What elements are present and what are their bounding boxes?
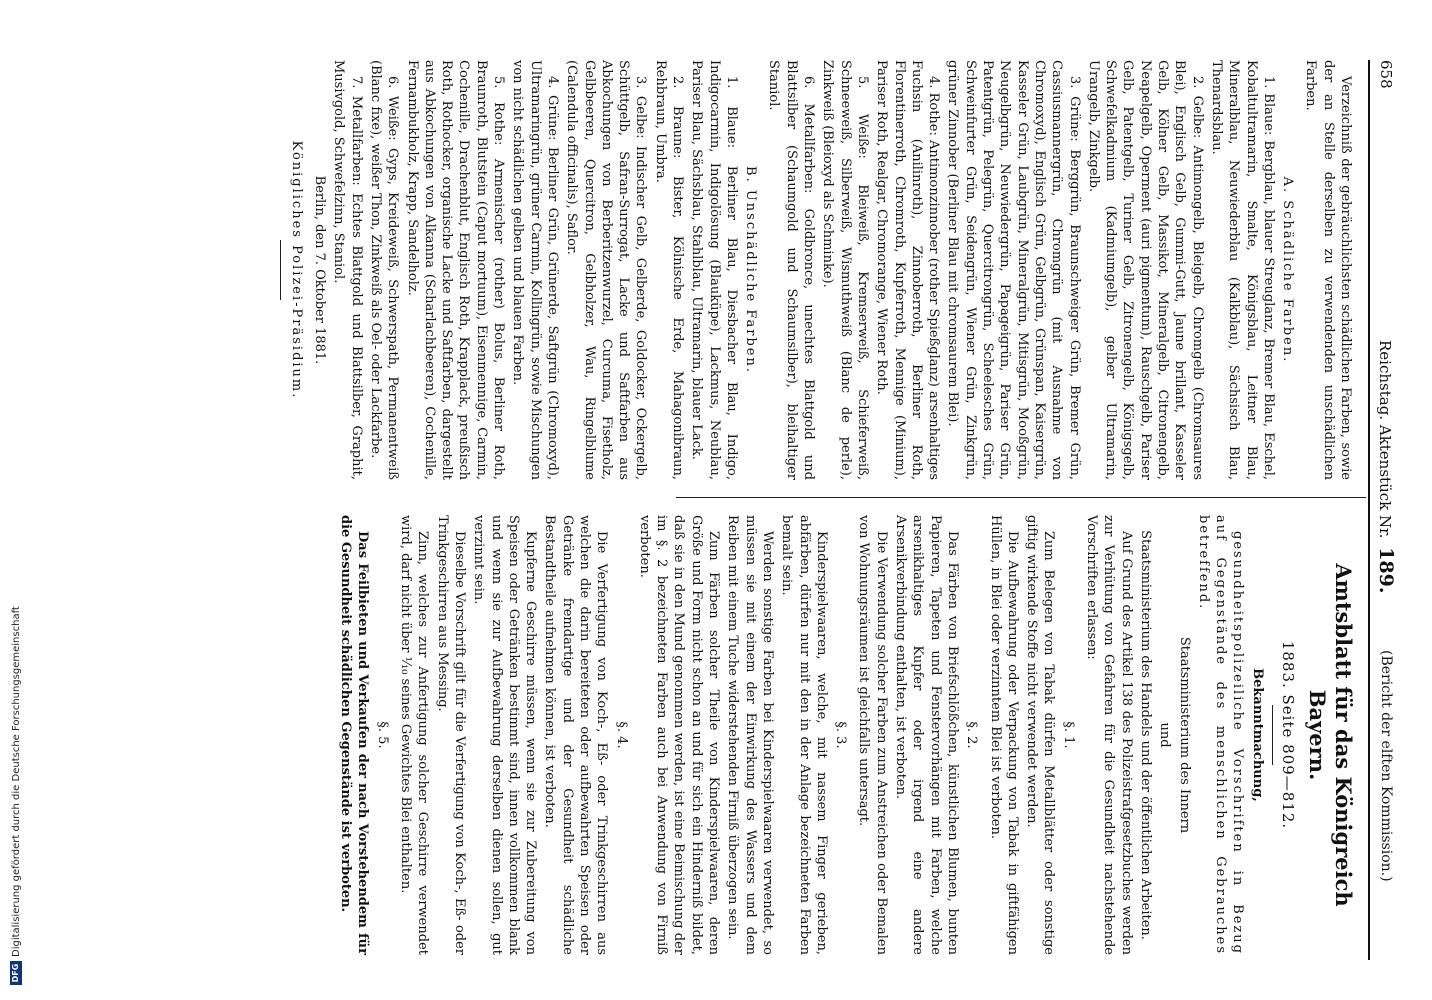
harmful-red: 4. Rothe: Antimonzinnober (rother Spießglanz) arsenhaltiges Fuchsin (Anilinroth), Zinnoberroth, Berliner Roth, Florentinerroth, Chromroth, Kupferroth, Mennige (Minium), Pariser Roth, Realgar, Chromorange, Wiener Roth. — [874, 60, 942, 480]
section-1-para-2: Die Aufbewahrung oder Verpackung von Tabak in giftfähigen Hüllen, in Blei oder verzinntem Blei ist verboten. — [987, 515, 1020, 955]
notice-subject: gesundheitspolizeiliche Vorschriften in Bezug auf Gegenstände des menschlichen Gebrauches betreffend. — [1195, 515, 1246, 955]
gazette-title: Amtsblatt für das Königreich Bayern. — [1305, 563, 1356, 907]
harmless-white: 6. Weiße: Gyps, Kreideweiß, Schwerspath, Permanentweiß (Blanc fixe), weißer Thon, Zinkweiß als Oel- oder Lackfarbe. — [367, 60, 401, 480]
notice-title: Bekanntmachung, — [1249, 668, 1265, 802]
page-number: 658 — [1377, 60, 1395, 89]
harmless-metal: 7. Metallfarben: Echtes Blattgold und Blattsilber, Graphit, Musivgold, Schwefelzinn, Staniol. — [331, 60, 364, 480]
dfg-logo-icon: DFG — [10, 961, 22, 985]
section-4-para-3: Dieselbe Vorschrift gilt für die Verfertigung von Koch-, Eß- oder Trinkgeschirren aus Messing. — [434, 515, 467, 955]
gazette-reference: 1883. Seite 809—812. — [1279, 640, 1297, 830]
section-1-para-1: Zum Belegen von Tabak dürfen Metallblätter oder sonstige giftig wirkende Stoffe nicht verwendet werden. — [1024, 515, 1057, 955]
ministry-trade: Staatsministerium des Handels und der öffentlichen Arbeiten. — [1137, 530, 1153, 940]
doc-label: Aktenstück Nr. — [1376, 424, 1394, 539]
harmless-blue: 1. Blaue: Berliner Blau, Diesbacher Blau, Indigo, Indigocarmin, Indigolösung (Blauküpe), Lackmus, Neublau, Pariser Blau, Sächsblau, Stahlblau, Ultramarin, blauer Lack. — [689, 60, 739, 480]
digitization-credit — [10, 0, 22, 985]
section-4-para-1: Die Verfertigung von Koch-, Eß- oder Trinkgeschirren aus welchen die darin bereiteten oder aufbewahrten Speisen oder Getränke fremdartige und der Gesundheit schädliche Bestandtheile aufnehmen können, ist verboten. — [542, 515, 610, 955]
section-3-para-2: Werden sonstige Farben bei Kinderspielwaaren verwendet, so müssen sie mit einem der Einwirkung des Wassers und dem Reiben mit einem Tuche widerstehenden Firniß überzogen sein. — [725, 515, 775, 955]
column-divider — [676, 497, 1366, 498]
harmless-red: 5. Rothe: Armenischer (rother) Bolus, Berliner Roth, Braunroth, Blutstein (Caput mortuum), Eisenmennige, Carmin, Cochenille, Drachenblut, Englisch Roth, Krapplack, preußisch Roth, Rothocker, organische Lacke und Saftfarben, dargestellt aus Abkochungen von Alkanna (Scharlachbeeren), Cochenille, Fernambukholz, Krapp, Sandelholz. — [404, 60, 507, 480]
header-subtitle: (Bericht der elften Kommission.) — [1378, 650, 1394, 882]
section-a-heading: A. Schädliche Farben. — [1280, 176, 1296, 364]
harmful-blue: 1. Blaue: Bergblau, blauer Streuglanz, Bremer Blau, Eschel, Kobaltultramarin, Smalte, Königsblau, Leitner Blau, Mineralblau, Neuwiederblau (Kalkblau), Sächsisch Blau, Thenardsblau. — [1208, 60, 1276, 480]
section-4-para-2: Kupferne Geschirre müssen, wenn sie zur Zubereitung von Speisen oder Getränken bestimmt sind, innen vollkommen blank und wenn sie zur Aufbewahrung derselben dienen sollen, gut verzinnt sein. — [471, 515, 539, 955]
section-2-heading: §. 2. — [964, 721, 980, 749]
doc-number: 189. — [1375, 547, 1397, 594]
section-3-para-1: Kinderspielwaaren, welche, mit nassem Finger gerieben, abfärben, dürfen nur mit den in der Anlage bezeichneten Farben bemalt sein. — [779, 515, 829, 955]
list-intro: Verzeichniß der gebräuchlichsten schädlichen Farben, sowie der an Stelle derselben zu verwendenden unschädlichen Farben. — [1303, 60, 1353, 480]
harmful-yellow: 2. Gelbe: Antimongelb, Bleigelb, Chromgelb (Chromsaures Blei), Englisch Gelb, Gummi-Gutt, Jaune brillant, Kasseler Gelb, Kölner Gelb, Massikot, Mineralgelb, Citronengelb, Neapelgelb, Operment (auri pigmentum), Rauschgelb, Pariser Gelb, Patentgelb, Turiner Gelb, Zitronengelb, Königsgelb, Schwefelkadmium (Kadmiumgelb), gelber Ultramarin, Urangelb, Zinkgelb. — [1085, 60, 1205, 480]
signature: Königliches Polizei-Präsidium. — [288, 140, 304, 400]
preamble: Auf Grund des Artikel 138 des Polizeistrafgesetzbuches werden zur Verhütung von Gefahren für die Gesundheit nachstehende Vorschriften erlassen: — [1084, 515, 1134, 955]
ministry-and: und — [1157, 722, 1173, 748]
section-5-heading: §. 5. — [374, 721, 390, 749]
harmful-white: 5. Weiße: Bleiweiß, Kremserweiß, Schieferweiß, Schneeweiß, Silberweiß, Wismuthweiß (Blanc de perle), Zinkweiß (Bleioxyd als Schminke). — [820, 60, 870, 480]
header-rule — [1368, 60, 1370, 960]
harmless-yellow: 3. Gelbe: Indischer Gelb, Gelberde, Goldocker, Ockergelb, Schüttgelb, Safran-Surrogat, Lacke und Saftfarben aus Abkochungen von Berberitzenwurzel, Curcuma, Fisetholz, Gelbbeeren, Quercitron, Gelbholzer, Wau, Ringelblume (Calendula officinalis), Saflor. — [564, 60, 649, 480]
rotated-page — [46, 0, 1432, 1000]
gazette-rule — [1272, 705, 1273, 765]
harmful-metal: 6. Metallfarben: Goldbronce, unechtes Blattgold und Blattsilber (Schaumgold und Schaumsilber), bleihaltiger Staniol. — [766, 60, 817, 480]
section-4-heading: §. 4. — [613, 721, 629, 749]
section-1-heading: §. 1. — [1060, 721, 1076, 749]
section-3-para-3: Zum Färben solcher Theile von Kinderspielwaaren, deren Größe und Form nicht schon an und für sich ein Hinderniß bildet, daß sie in den Mund genommen werden, ist eine Beimischung der im §. 2 bezeichneten Farben auch bei Anwendung von Firniß verboten. — [636, 515, 722, 955]
publication-name: Reichstag. — [1376, 340, 1394, 421]
section-4-para-4: Zinn, welches zur Anfertigung solcher Geschirre verwendet wird, darf nicht über ⅒ seines Gewichtes Blei enthalten. — [398, 515, 431, 955]
ministry-interior: Staatsministerium des Innern — [1176, 636, 1192, 834]
place-date: Berlin, den 7. Oktober 1881. — [312, 175, 328, 365]
header-title — [1375, 340, 1397, 594]
right-column — [335, 515, 1358, 955]
harmless-green: 4. Grüne: Berliner Grün, Grünerde, Saftgrün (Chromoxyd), Ultramaringrün, grüner Carmin, Kollingrün, sowie Mischungen von nicht schädlichen gelben und blauen Farben. — [510, 60, 560, 480]
digitization-note: Digitalisierung gefördert durch die Deutsche Forschungsgemeinschaft — [11, 606, 22, 957]
harmless-brown: 2. Braune: Bister, Kölnische Erde, Mahagonibraun, Rehbraun, Umbra. — [652, 60, 686, 480]
section-b-heading: B. Unschädliche Farben. — [743, 166, 759, 374]
section-5-para-1: Das Feilbieten und Verkaufen der nach Vorstehendem für die Gesundheit schädlichen Gegenstände ist verboten. — [338, 515, 371, 955]
section-2-para-1: Das Färben von Briefschlößchen, künstlichen Blumen, bunten Papieren, Tapeten und Fenstervorhängen mit Farben, welche arsenikhaltiges Kupfer oder irgend eine andere Arsenikverbindung enthalten, ist verboten. — [893, 515, 960, 955]
section-3-heading: §. 3. — [833, 721, 849, 749]
left-column — [274, 60, 1354, 480]
harmful-green: 3. Grüne: Berggrün, Braunschweiger Grün, Bremer Grün, Cassiusmannergrün, Chromgrün (mit Ausnahme von Chromoxyd), Englisch Grün, Gelbgrün, Grünspan, Kaisergrün, Kasseler Grün, Laubgrün, Mineralgrün, Mitisgrün, Mooßgrün, Neugelbgrün, Neuwiedergrün, Papageigrün, Pariser Grün, Patentgrün, Pelegrün, Quercitrongrün, Scheelesches Grün, Schweinfurter Grün, Seidengrün, Wiener Grün, Zinkgrün, grüner Zinnober (Berliner Blau mit chromsaurem Blei). — [945, 60, 1082, 480]
section-2-para-2: Die Verwendung solcher Farben zum Anstreichen oder Bemalen von Wohnungsräumen ist gleichfalls untersagt. — [856, 515, 889, 955]
closing-rule — [280, 240, 281, 300]
